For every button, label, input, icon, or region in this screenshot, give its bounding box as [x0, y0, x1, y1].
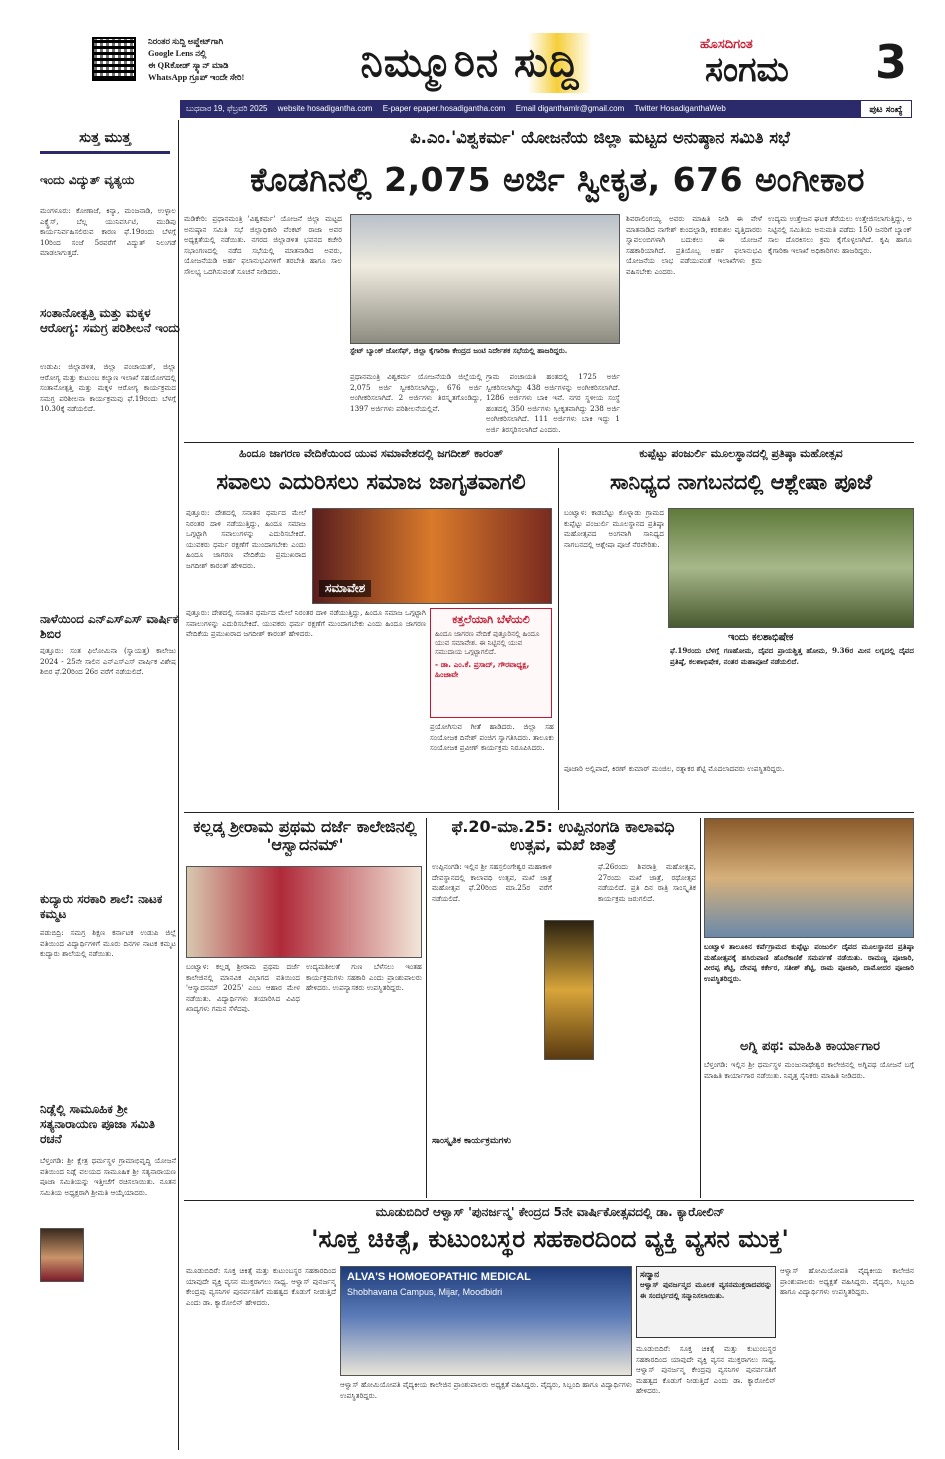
story7-body-c: ಮೂಡುಬಿದಿರೆ: ಸೂಕ್ತ ಚಿಕಿತ್ಸೆ ಮತ್ತು ಕುಟುಂಬಸ್ಥರ ಸಹಕಾರದಿಂದ ಯಾವುದೇ ವ್ಯಕ್ತಿ ವ್ಯಸನ ಮುಕ್ತರಾಗಲು ಸಾಧ್ಯ. ಆಳ್ವಾಸ್ ಪುನರ್ಜನ್ಮ ಕೇಂದ್ರವು ವ್ಯಸನಿಗಳ ಪುನರ್ವಸತಿಗೆ ಮಹತ್ವದ ಕೊಡುಗೆ ನೀಡುತ್ತಿದೆ ಎಂದು ಡಾ. ಕ್ಯಾರೋಲಿನ್ ಹೇಳಿದರು. [636, 1344, 776, 1395]
left-body-3: ಪುತ್ತೂರು: ಸಂತ ಫಿಲೋಮಿನಾ (ಸ್ವಾಯತ್ತ) ಕಾಲೇಜು 2024 - 25ನೇ ಸಾಲಿನ ಎನ್ಎಸ್ಎಸ್ ವಾರ್ಷಿಕ ವಿಶೇಷ ಶಿಬಿರ ಫೆ.20ರಿಂದ 26ರ ವರೆಗೆ ನಡೆಯಲಿದೆ. [40, 646, 176, 676]
section-title: ಸುತ್ತ ಮುತ್ತ [40, 122, 170, 154]
email-link[interactable]: Email diganthamlr@gmail.com [515, 104, 625, 113]
story2-body-a: ಪುತ್ತೂರು: ದೇಶದಲ್ಲಿ ಸನಾತನ ಧರ್ಮದ ಮೇಲೆ ನಿರಂತರ ದಾಳಿ ನಡೆಯುತ್ತಿದ್ದು, ಹಿಂದೂ ಸಮಾಜ ಒಗ್ಗಟ್ಟಾಗಿ ಸವಾಲುಗಳನ್ನು ಎದುರಿಸಬೇಕಿದೆ. ಯುವಕರು ಧರ್ಮ ರಕ್ಷಣೆಗೆ ಮುಂದಾಗಬೇಕು ಎಂದು ಹಿಂದೂ ಜಾಗರಣ ವೇದಿಕೆಯ ಪ್ರಮುಖರಾದ ಜಗದೀಶ್ ಕಾರಂತ್ ಹೇಳಿದರು. [186, 508, 306, 570]
story3-body: ಬಂಟ್ವಾಳ: ಕಾಡಬೆಟ್ಟು ಕೊಳ್ನಾಡು ಗ್ರಾಮದ ಕುಪ್ಪೆಟ್ಟು ಪಂಜುರ್ಲಿ ಮೂಲಸ್ಥಾನದ ಪ್ರತಿಷ್ಠಾ ಮಹೋತ್ಸವದ ಅಂಗವಾಗಿ ಸಾನಿಧ್ಯದ ನಾಗಬನದಲ್ಲಿ ಆಶ್ಲೇಷಾ ಪೂಜೆ ನೆರವೇರಿತು. [564, 508, 664, 549]
story4-body: ಬಂಟ್ವಾಳ: ಕಲ್ಲಡ್ಕ ಶ್ರೀರಾಮ ಪ್ರಥಮ ದರ್ಜೆ ಕಾಲೇಜಿನಲ್ಲಿ ಮಾನವಿಕ ವಿಭಾಗದ ವತಿಯಿಂದ 'ಆಸ್ವಾದನಮ್ 2025' ಎಂಬ ಆಹಾರ ಮೇಳ ನಡೆಯಿತು. ವಿದ್ಯಾರ್ಥಿಗಳು ತಯಾರಿಸಿದ ವಿವಿಧ ಖಾದ್ಯಗಳು ಗಮನ ಸೆಳೆದವು. [186, 962, 300, 1013]
left-headline-3: ನಾಳೆಯಿಂದ ಎನ್ಎಸ್ಎಸ್ ವಾರ್ಷಿಕ ಶಿಬಿರ [40, 612, 179, 641]
qr-line-3: ಈ QRಕೋಡ್ ಸ್ಕ್ಯಾನ್ ಮಾಡಿ [148, 60, 229, 70]
story1-body-a: ಮಡಿಕೇರಿ: ಪ್ರಧಾನಮಂತ್ರಿ 'ವಿಶ್ವಕರ್ಮ' ಯೋಜನೆ ಜಿಲ್ಲಾ ಮಟ್ಟದ ಅನುಷ್ಠಾನ ಸಮಿತಿ ಸಭೆ ಜಿಲ್ಲಾಧಿಕಾರಿ ವೆಂಕಟ್ ರಾಜಾ ಅವರ ಅಧ್ಯಕ್ಷತೆಯಲ್ಲಿ ನಡೆಯಿತು. ನಗರದ ಜಿಲ್ಲಾಡಳಿತ ಭವನದ ಕಚೇರಿ ಸಭಾಂಗಣದಲ್ಲಿ ನಡೆದ ಸಭೆಯಲ್ಲಿ ಮಾತನಾಡಿದ ಅವರು, ಯೋಜನೆಯಡಿ ಅರ್ಹ ಫಲಾನುಭವಿಗಳಿಗೆ ತರಬೇತಿ ಹಾಗೂ ಸಾಲ ಸೌಲಭ್ಯ ಒದಗಿಸುವಂತೆ ಸೂಚನೆ ನೀಡಿದರು. [184, 214, 342, 276]
story1-body-d: ಶಿವರಾಲಿಂಗಯ್ಯ ಅವರು ಮಾಹಿತಿ ನೀಡಿ ಈ ವೇಳೆ ಮಾತನಾಡಿದ ನಾಗೇಶ್ ಕುಂದಲ್ಪಾಡಿ, ಕರಕುಶಲ ವೃತ್ತಿದಾರರು ಸ್ವಾವಲಂಬಿಗಳಾಗಿ ಬದುಕಲು ಈ ಯೋಜನೆ ಸಹಕಾರಿಯಾಗಿದೆ. ಪ್ರತಿಯೊಬ್ಬ ಅರ್ಹ ಫಲಾನುಭವಿ ಯೋಜನೆಯ ಲಾಭ ಪಡೆಯುವಂತೆ ಇಲಾಖೆಗಳು ಕ್ರಮ ವಹಿಸಬೇಕು ಎಂದರು. [626, 214, 762, 276]
left-headline-2: ಸಂತಾನೋತ್ಪತ್ತಿ ಮತ್ತು ಮಕ್ಕಳ ಆರೋಗ್ಯ: ಸಮಗ್ರ ಪರಿಶೀಲನೆ ಇಂದು [40, 306, 180, 335]
honor-box-title: ಸನ್ಮಾನ [640, 1270, 660, 1280]
epaper-link[interactable]: E-paper epaper.hosadigantha.com [382, 104, 506, 113]
left-body-4: ಪಡುಬಿದ್ರಿ: ಸಮಗ್ರ ಶಿಕ್ಷಣ ಕರ್ನಾಟಕ ಉಡುಪಿ ಜಿಲ್ಲೆ ವತಿಯಿಂದ ವಿದ್ಯಾರ್ಥಿಗಳಿಗೆ ಮೂರು ದಿನಗಳ ನಾಟಕ ಕಮ್ಮಟ ಕುದ್ಯಾರು ಶಾಲೆಯಲ್ಲಿ ನಡೆಯಿತು. [40, 928, 176, 958]
photo-banner-text: ALVA'S HOMOEOPATHIC MEDICAL [347, 1271, 531, 1283]
page-number: 3 [875, 35, 908, 89]
quote-title: ಕತ್ತಲೆಯಾಗಿ ಬೆಳೆಯಲಿ [452, 613, 530, 626]
story7-body-d: ಆಳ್ವಾಸ್ ಹೋಮಿಯೋಪತಿ ವೈದ್ಯಕೀಯ ಕಾಲೇಜಿನ ಪ್ರಾಂಶುಪಾಲರು ಅಧ್ಯಕ್ಷತೆ ವಹಿಸಿದ್ದರು. ವೈದ್ಯರು, ಸಿಬ್ಬಂದಿ ಹಾಗೂ ವಿದ್ಯಾರ್ಥಿಗಳು ಉಪಸ್ಥಿತರಿದ್ದರು. [780, 1266, 914, 1296]
qr-code-icon [92, 37, 136, 81]
divider [184, 1200, 914, 1201]
story1-photo [350, 214, 620, 344]
honor-box-body: ಆಳ್ವಾಸ್ ಪುನರ್ಜನ್ಮದ ಮೂಲಕ ವ್ಯಸನಮುಕ್ತರಾದವರನ್ನು ಈ ಸಂದರ್ಭದಲ್ಲಿ ಸನ್ಮಾನಿಸಲಾಯಿತು. [640, 1280, 772, 1300]
qr-line-1: ನಿರಂತರ ಸುದ್ದಿ ಅಪ್ಡೇಟ್‌ಗಾಗಿ [148, 36, 224, 46]
story2-body-a2: ಪುತ್ತೂರು: ದೇಶದಲ್ಲಿ ಸನಾತನ ಧರ್ಮದ ಮೇಲೆ ನಿರಂತರ ದಾಳಿ ನಡೆಯುತ್ತಿದ್ದು, ಹಿಂದೂ ಸಮಾಜ ಒಗ್ಗಟ್ಟಾಗಿ ಸವಾಲುಗಳನ್ನು ಎದುರಿಸಬೇಕಿದೆ. ಯುವಕರು ಧರ್ಮ ರಕ್ಷಣೆಗೆ ಮುಂದಾಗಬೇಕು ಎಂದು ಹಿಂದೂ ಜಾಗರಣ ವೇದಿಕೆಯ ಪ್ರಮುಖರಾದ ಜಗದೀಶ್ ಕಾರಂತ್ ಹೇಳಿದರು. [186, 608, 426, 638]
story1-body-c: ಗ್ರಾಮ ಪಂಚಾಯತಿ ಹಂತದಲ್ಲಿ 1725 ಅರ್ಜಿ ಸ್ವೀಕರಿಸಲಾಗಿದ್ದು 438 ಅರ್ಜಿಗಳನ್ನು ಅಂಗೀಕರಿಸಲಾಗಿದೆ. 1286 ಅರ್ಜಿಗಳು ಬಾಕಿ ಇವೆ. ನಗರ ಸ್ಥಳೀಯ ಸಂಸ್ಥೆ ಹಂತದಲ್ಲಿ 350 ಅರ್ಜಿಗಳು ಸ್ವೀಕೃತವಾಗಿದ್ದು 238 ಅರ್ಜಿ ಅಂಗೀಕರಿಸಲಾಗಿದೆ. 111 ಅರ್ಜಿಗಳು ಬಾಕಿ ಇದ್ದು 1 ಅರ್ಜಿ ತಿರಸ್ಕರಿಸಲಾಗಿದೆ ಎಂದರು. [486, 372, 620, 434]
story3-caption: ಪೂಜಾರಿ ಅಲ್ಲಿಪಾದೆ, ಕಿರಣ್ ಕುಮಾರ್ ಮಂಜಿಲ, ರತ್ನಾಕರ ಶೆಟ್ಟಿ ಮೊದಲಾದವರು ಉಪಸ್ಥಿತರಿದ್ದರು. [564, 764, 785, 773]
left-headline-4: ಕುದ್ಯಾರು ಸರಕಾರಿ ಶಾಲೆ: ನಾಟಕ ಕಮ್ಮಟ [40, 892, 163, 921]
page-label: ಪುಟ ಸಂಖ್ಯೆ [860, 100, 912, 118]
left-body-1: ಮಂಗಳೂರು: ಕೋಣಾಜೆ, ಕಿನ್ಯಾ, ಮಂಜನಾಡಿ, ಉಳ್ಳಾಲ ಎಕ್ಸ್ಪ್ರೆಸ್, ಬೆಲ್ಲ ಯುನಿವರ್ಸಿಟಿ, ಮುಡಿಪು ಕಾರ್ಯನಿರ್ವಹಿಸಲಿರುವ ಕಾರಣ ಫೆ.19ರಂದು ಬೆಳಗ್ಗೆ 10ರಿಂದ ಸಂಜೆ 5ರವರೆಗೆ ವಿದ್ಯುತ್ ನಿಲುಗಡೆ ಮಾಡಲಾಗುತ್ತದೆ. [40, 206, 176, 257]
divider [184, 442, 914, 443]
story4-photo [186, 866, 422, 958]
story3-headline: ಸಾನಿಧ್ಯದ ನಾಗಬನದಲ್ಲಿ ಆಶ್ಲೇಷಾ ಪೂಜೆ [609, 470, 872, 494]
quote-text: ಹಿಂದೂ ಜಾಗರಣ ವೇದಿಕೆ ಪುತ್ತೂರಿನಲ್ಲಿ ಹಿಂದೂ ಯುವ ಸಮಾವೇಶ. ಈ ನಿಟ್ಟಿನಲ್ಲಿ ಯುವ ಸಮುದಾಯ ಒಗ್ಗಟ್ಟಾಗಲಿದೆ. [435, 630, 540, 656]
qr-line-2: Google Lens ನಲ್ಲಿ [148, 48, 207, 58]
story4-headline: ಕಲ್ಲಡ್ಕ ಶ್ರೀರಾಮ ಪ್ರಥಮ ದರ್ಜೆ ಕಾಲೇಜಿನಲ್ಲಿ 'ಆಸ್ವಾದನಮ್' [193, 817, 417, 855]
divider [558, 448, 559, 810]
story4-body-b: ಉದ್ಯಮಶೀಲತೆ ಗುಣ ಬೆಳೆಸಲು ಇಂತಹ ಕಾರ್ಯಕ್ರಮಗಳು ಸಹಕಾರಿ ಎಂದು ಪ್ರಾಂಶುಪಾಲರು ಹೇಳಿದರು. ಉಪನ್ಯಾಸಕರು ಉಪಸ್ಥಿತರಿದ್ದರು. [306, 962, 422, 992]
divider [184, 812, 914, 813]
qr-line-4: WhatsApp ಗ್ರೂಪ್ ಇಂದೇ ಸೇರಿ! [148, 72, 245, 82]
story5-body-b: ಫೆ.26ರಂದು ಶಿವರಾತ್ರಿ ಮಹೋತ್ಸವ, 27ರಂದು ಮಖೆ ಜಾತ್ರೆ, ರಥೋತ್ಸವ ನಡೆಯಲಿದೆ. ಪ್ರತಿ ದಿನ ರಾತ್ರಿ ಸಾಂಸ್ಕೃತಿಕ ಕಾರ್ಯಕ್ರಮ ಜರುಗಲಿದೆ. [598, 862, 696, 903]
story3-subbody: ಫೆ.19ರಂದು ಬೆಳಗ್ಗೆ ಗಣಹೋಮ, ದೈವದ ಪ್ರಾಯಶ್ಚಿತ್ತ ಹೋಮ, 9.36ರ ಮೀನ ಲಗ್ನದಲ್ಲಿ ದೈವದ ಪ್ರತಿಷ್ಠೆ, ಕಲಶಾಭಿಷೇಕ, ನಂತರ ಮಹಾಪೂಜೆ ನಡೆಯಲಿದೆ. [670, 646, 914, 666]
story2-headline: ಸವಾಲು ಎದುರಿಸಲು ಸಮಾಜ ಜಾಗೃತವಾಗಲಿ [216, 470, 526, 495]
left-headline-5: ನಿಡ್ಲೆಲ್ಲಿ ಸಾಮೂಹಿಕ ಶ್ರೀ ಸತ್ಯನಾರಾಯಣ ಪೂಜಾ ಸಮಿತಿ ರಚನೆ [40, 1102, 156, 1146]
story3-subhead: ಇಂದು ಕಲಶಾಭಿಷೇಕ [728, 632, 794, 643]
story3-kicker: ಕುಪ್ಪೆಟ್ಟು ಪಂಜುರ್ಲಿ ಮೂಲಸ್ಥಾನದಲ್ಲಿ ಪ್ರತಿಷ್ಠಾ ಮಹೋತ್ಸವ [639, 447, 843, 460]
story2-photo-label: ಸಮಾವೇಶ [319, 580, 371, 597]
story6-photo [704, 818, 914, 938]
story2-photo [312, 508, 552, 604]
story6-body: ಬೆಳ್ತಂಗಡಿ: ಇಲ್ಲಿನ ಶ್ರೀ ಧರ್ಮಸ್ಥಳ ಮಂಜುನಾಥೇಶ್ವರ ಕಾಲೇಜಿನಲ್ಲಿ ಅಗ್ನಿಪಥ ಯೋಜನೆ ಬಗ್ಗೆ ಮಾಹಿತಿ ಕಾರ್ಯಾಗಾರ ನಡೆಯಿತು. ನಿವೃತ್ತ ಸೈನಿಕರು ಮಾಹಿತಿ ನೀಡಿದರು. [704, 1060, 914, 1080]
story1-headline: ಕೊಡಗಿನಲ್ಲಿ 2,075 ಅರ್ಜಿ ಸ್ವೀಕೃತ, 676 ಅಂಗೀಕಾರ [250, 160, 865, 199]
story6-headline: ಅಗ್ನಿ ಪಥ: ಮಾಹಿತಿ ಕಾರ್ಯಾಗಾರ [740, 1039, 880, 1054]
story7-body-b: ಆಳ್ವಾಸ್ ಹೋಮಿಯೋಪತಿ ವೈದ್ಯಕೀಯ ಕಾಲೇಜಿನ ಪ್ರಾಂಶುಪಾಲರು ಅಧ್ಯಕ್ಷತೆ ವಹಿಸಿದ್ದರು. ವೈದ್ಯರು, ಸಿಬ್ಬಂದಿ ಹಾಗೂ ವಿದ್ಯಾರ್ಥಿಗಳು ಉಪಸ್ಥಿತರಿದ್ದರು. [340, 1380, 632, 1400]
story1-body-b: ಪ್ರಧಾನಮಂತ್ರಿ ವಿಶ್ವಕರ್ಮ ಯೋಜನೆಯಡಿ ಜಿಲ್ಲೆಯಲ್ಲಿ 2,075 ಅರ್ಜಿ ಸ್ವೀಕರಿಸಲಾಗಿದ್ದು, 676 ಅರ್ಜಿ ಅಂಗೀಕರಿಸಲಾಗಿದೆ. 2 ಅರ್ಜಿಗಳು ತಿರಸ್ಕೃತಗೊಂಡಿದ್ದು, 1397 ಅರ್ಜಿಗಳು ಪರಿಶೀಲನೆಯಲ್ಲಿವೆ. [350, 372, 482, 413]
story6-caption: ಬಂಟ್ವಾಳ ತಾಲೂಕಿನ ಕರ್ಪೆಗ್ರಾಮದ ಕುಪ್ಪೆಟ್ಟು ಪಂಜುರ್ಲಿ ದೈವದ ಮೂಲಸ್ಥಾನದ ಪ್ರತಿಷ್ಠಾ ಮಹೋತ್ಸವಕ್ಕೆ ಹಸಿರುವಾಣಿ ಹೊರೆಕಾಣಿಕೆ ಸಮರ್ಪಣೆ ನಡೆಯಿತು. ರಾಮಣ್ಣ ಪೂಜಾರಿ, ವೀರಪ್ಪ ಶೆಟ್ಟಿ, ದೇವಪ್ಪ ಕರ್ಕೇರ, ಸತೀಶ್ ಶೆಟ್ಟಿ, ರಾಮ ಪೂಜಾರಿ, ದಾಮೋದರ ಪೂಜಾರಿ ಉಪಸ್ಥಿತರಿದ್ದರು. [704, 942, 914, 983]
left-body-2: ಉಡುಪಿ: ಜಿಲ್ಲಾಡಳಿತ, ಜಿಲ್ಲಾ ಪಂಚಾಯತ್, ಜಿಲ್ಲಾ ಆರೋಗ್ಯ ಮತ್ತು ಕುಟುಂಬ ಕಲ್ಯಾಣ ಇಲಾಖೆ ಸಹಯೋಗದಲ್ಲಿ ಸಂತಾನೋತ್ಪತ್ತಿ ಮತ್ತು ಮಕ್ಕಳ ಆರೋಗ್ಯ ಕಾರ್ಯಕ್ರಮದ ಸಮಗ್ರ ಪರಿಶೀಲನಾ ಕಾರ್ಯಕ್ರಮವು ಫೆ.19ರಂದು ಬೆಳಗ್ಗೆ 10.30ಕ್ಕೆ ನಡೆಯಲಿದೆ. [40, 362, 176, 413]
story5-body: ಉಪ್ಪಿನಂಗಡಿ: ಇಲ್ಲಿನ ಶ್ರೀ ಸಹಸ್ರಲಿಂಗೇಶ್ವರ ಮಹಾಕಾಳಿ ದೇವಸ್ಥಾನದಲ್ಲಿ ಕಾಲಾವಧಿ ಉತ್ಸವ, ಮಖೆ ಜಾತ್ರೆ ಮಹೋತ್ಸವ ಫೆ.20ರಿಂದ ಮಾ.25ರ ವರೆಗೆ ನಡೆಯಲಿದೆ. [432, 862, 552, 903]
story5-subhead: ಸಾಂಸ್ಕೃತಿಕ ಕಾರ್ಯಕ್ರಮಗಳು [432, 1136, 512, 1146]
story7-photo [340, 1266, 632, 1376]
quote-signature: - ಡಾ. ಎಂ.ಕೆ. ಪ್ರಸಾದ್, ಗೌರವಾಧ್ಯಕ್ಷ, ಹಿಂಜಾವೇ [435, 660, 530, 679]
story7-body: ಮೂಡುಬಿದಿರೆ: ಸೂಕ್ತ ಚಿಕಿತ್ಸೆ ಮತ್ತು ಕುಟುಂಬಸ್ಥರ ಸಹಕಾರದಿಂದ ಯಾವುದೇ ವ್ಯಕ್ತಿ ವ್ಯಸನ ಮುಕ್ತರಾಗಲು ಸಾಧ್ಯ. ಆಳ್ವಾಸ್ ಪುನರ್ಜನ್ಮ ಕೇಂದ್ರವು ವ್ಯಸನಿಗಳ ಪುನರ್ವಸತಿಗೆ ಮಹತ್ವದ ಕೊಡುಗೆ ನೀಡುತ್ತಿದೆ ಎಂದು ಡಾ. ಕ್ಯಾರೋಲಿನ್ ಹೇಳಿದರು. [186, 1266, 336, 1307]
photo-banner-subtext: Shobhavana Campus, Mijar, Moodbidri [347, 1287, 503, 1297]
honor-box [636, 1266, 776, 1338]
left-headline-1: ಇಂದು ವಿದ್ಯುತ್ ವ್ಯತ್ಯಯ [40, 173, 135, 187]
story1-kicker: ಪಿ.ಎಂ.'ವಿಶ್ವಕರ್ಮ' ಯೋಜನೆಯ ಜಿಲ್ಲಾ ಮಟ್ಟದ ಅನುಷ್ಠಾನ ಸಮಿತಿ ಸಭೆ [410, 128, 790, 147]
left-body-5: ಬೆಳ್ತಂಗಡಿ: ಶ್ರೀ ಕ್ಷೇತ್ರ ಧರ್ಮಸ್ಥಳ ಗ್ರಾಮಾಭಿವೃದ್ಧಿ ಯೋಜನೆ ವತಿಯಿಂದ ನಿಡ್ಲೆ ವಲಯದ ಸಾಮೂಹಿಕ ಶ್ರೀ ಸತ್ಯನಾರಾಯಣ ಪೂಜಾ ಸಮಿತಿಯನ್ನು ಇತ್ತೀಚೆಗೆ ರಚಿಸಲಾಯಿತು. ನೂತನ ಸಮಿತಿಯ ಅಧ್ಯಕ್ಷರಾಗಿ ಶ್ರೀಮತಿ ಆಯ್ಕೆಯಾದರು. [40, 1156, 176, 1197]
story7-kicker: ಮೂಡುಬಿದಿರೆ ಆಳ್ವಾಸ್ 'ಪುನರ್ಜನ್ಮ' ಕೇಂದ್ರದ 5ನೇ ವಾರ್ಷಿಕೋತ್ಸವದಲ್ಲಿ ಡಾ. ಕ್ಯಾರೋಲಿನ್ [375, 1205, 725, 1219]
story2-kicker: ಹಿಂದೂ ಜಾಗರಣ ವೇದಿಕೆಯಿಂದ ಯುವ ಸಮಾವೇಶದಲ್ಲಿ ಜಗದೀಶ್ ಕಾರಂತ್ [238, 447, 504, 460]
divider [700, 818, 701, 1198]
portrait-photo [40, 1228, 84, 1282]
story5-photo [544, 920, 594, 1060]
divider [426, 818, 427, 1198]
story7-headline: 'ಸೂಕ್ತ ಚಿಕಿತ್ಸೆ, ಕುಟುಂಬಸ್ಥರ ಸಹಕಾರದಿಂದ ವ್ಯಕ್ತಿ ವ್ಯಸನ ಮುಕ್ತ' [311, 1225, 789, 1253]
date-bar [180, 100, 912, 118]
paper-title: ನಿಮ್ಮೂರಿನ ಸುದ್ದಿ [325, 33, 615, 93]
story3-photo [668, 508, 914, 628]
story2-body-b: ಪ್ರಯೋಗಿಸುವ ಗೀತೆ ಹಾಡಿದರು. ಜಿಲ್ಲಾ ಸಹ ಸಂಯೋಜಕ ದಿನೇಶ್ ಪಂಜಿಗ ಸ್ವಾಗತಿಸಿದರು. ತಾಲೂಕು ಸಂಯೋಜಕ ಪ್ರವೀಣ್ ಕಾರ್ಯಕ್ರಮ ನಿರೂಪಿಸಿದರು. [430, 722, 554, 752]
quote-box [430, 608, 552, 718]
story1-caption: ಸ್ಟೇಟ್ ಬ್ಯಾಂಕ್ ಜೋಸೆಫ್, ಜಿಲ್ಲಾ ಕೈಗಾರಿಕಾ ಕೇಂದ್ರದ ಜಂಟಿ ನಿರ್ದೇಶಕ ಸಭೆಯಲ್ಲಿ ಹಾಜರಿದ್ದರು. [350, 346, 568, 355]
twitter-link[interactable]: Twitter HosadiganthaWeb [634, 104, 726, 113]
brand-small: ಹೊಸದಿಗಂತ [700, 37, 753, 52]
website-link[interactable]: website hosadigantha.com [277, 104, 373, 113]
brand-big: ಸಂಗಮ [705, 50, 789, 90]
story5-headline: ಫೆ.20-ಮಾ.25: ಉಪ್ಪಿನಂಗಡಿ ಕಾಲಾವಧಿ ಉತ್ಸವ, ಮಖೆ ಜಾತ್ರೆ [451, 817, 675, 855]
story1-body-e: ಉದ್ಯಮ ಉತ್ತೇಜನ ಘಟಕ ತೆರೆಯಲು ಉತ್ತೇಜಿಸಲಾಗುತ್ತಿದ್ದು, ಅ ನಿಟ್ಟಿನಲ್ಲಿ ಸಮಿತಿಯ ಅನುಮತಿ ಪಡೆದು 150 ಜನರಿಗೆ ಬ್ಯಾಂಕ್ ಸಾಲ ದೊರಕಿಸಲು ಕ್ರಮ ಕೈಗೊಳ್ಳಲಾಗಿದೆ. ಕೃಷಿ ಹಾಗೂ ಕೈಗಾರಿಕಾ ಇಲಾಖೆ ಅಧಿಕಾರಿಗಳು ಹಾಜರಿದ್ದರು. [768, 214, 912, 255]
date: ಬುಧವಾರ 19, ಫೆಬ್ರವರಿ 2025 [186, 104, 268, 113]
